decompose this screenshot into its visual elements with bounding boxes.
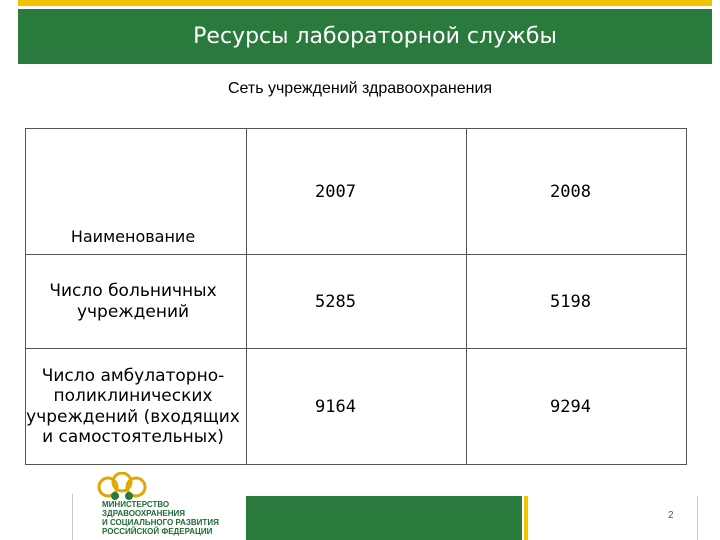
table-header-row: [26, 129, 687, 255]
row-name-cell: Число больничных учреждений: [26, 255, 247, 349]
title-bar: [18, 9, 712, 64]
row-value-2007: 9164: [247, 349, 467, 465]
ministry-emblem-icon: [94, 472, 150, 502]
row-value-2008: 5198: [467, 255, 687, 349]
row-value-2008: 9294: [467, 349, 687, 465]
data-table: [25, 128, 687, 465]
page-number: 2: [668, 510, 674, 521]
ministry-logo-text: МИНИСТЕРСТВО ЗДРАВООХРАНЕНИЯ И СОЦИАЛЬНОГО РАЗВИТИЯ РОССИЙСКОЙ ФЕДЕРАЦИИ: [102, 500, 219, 536]
footer-divider: [697, 496, 698, 540]
ministry-logo: [94, 472, 244, 536]
row-value-2007: 5285: [247, 255, 467, 349]
slide-title: Ресурсы лабораторной службы: [193, 24, 557, 49]
header-cell-2008: 2008: [467, 129, 687, 255]
footer-yellow-stripe: [524, 496, 528, 540]
row-name-cell: Число амбулаторно-поликлинических учреждений (входящих и самостоятельных): [26, 349, 247, 465]
logo-divider: [72, 494, 73, 540]
table-row: [26, 349, 687, 465]
table-subtitle: Сеть учреждений здравоохранения: [227, 80, 493, 97]
header-cell-2007: 2007: [247, 129, 467, 255]
header-accent-bar: [18, 0, 712, 6]
header-cell-name: Наименование: [26, 129, 247, 255]
table-row: [26, 255, 687, 349]
footer-green-block: [246, 496, 522, 540]
